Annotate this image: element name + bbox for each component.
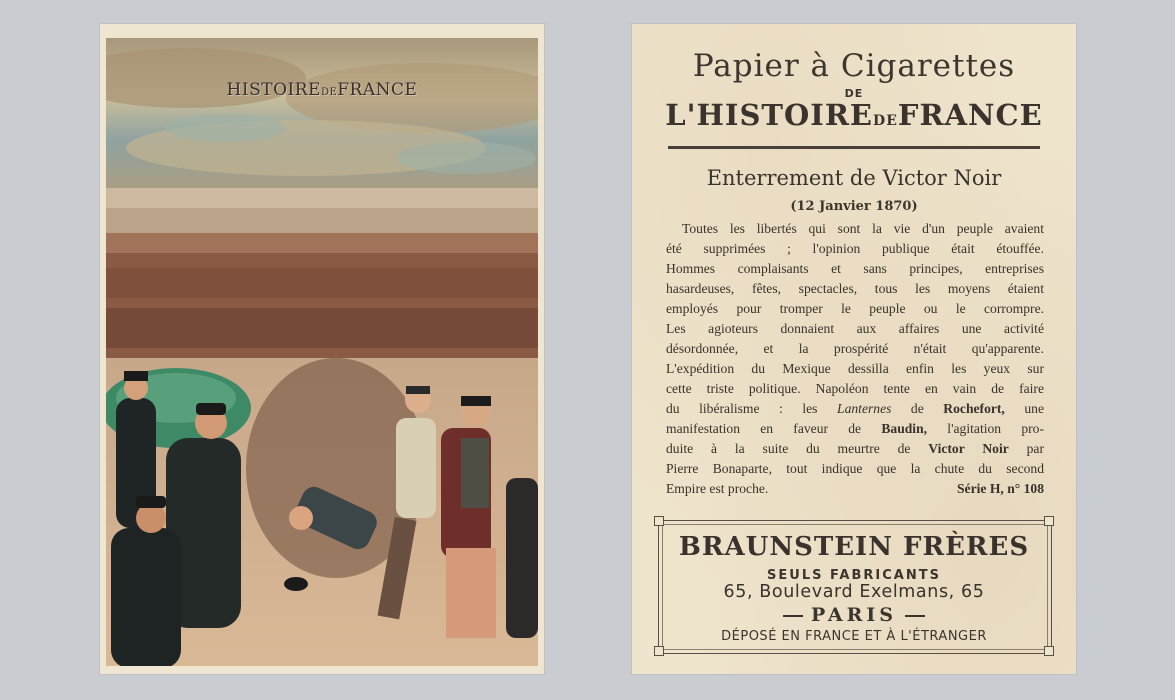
body-text: Empire est proche. bbox=[666, 481, 769, 496]
front-title-right: FRANCE bbox=[337, 80, 418, 100]
heading-histoire-right: FRANCE bbox=[897, 98, 1043, 132]
front-title-de: DE bbox=[320, 87, 338, 98]
city-dash bbox=[783, 615, 803, 617]
body-line: hasardeuses, fêtes, spectacles, tous les moyens étaient bbox=[666, 281, 1044, 296]
body-text: manifestation en faveur de bbox=[666, 421, 882, 436]
body-line bbox=[666, 399, 1044, 419]
heading-histoire-left: L'HISTOIRE bbox=[665, 98, 874, 132]
front-title bbox=[106, 80, 538, 100]
body-line: Pierre Bonaparte, tout indique que la chute du second bbox=[666, 461, 1044, 476]
city-dash bbox=[905, 615, 925, 617]
body-line: employés pour tromper le peuple ou le corrompre. bbox=[666, 301, 1044, 316]
heading-rule bbox=[668, 146, 1040, 149]
body-line: Les agioteurs donnaient aux affaires une activité bbox=[666, 321, 1044, 336]
frame-corner bbox=[1044, 516, 1054, 526]
body-line: désordonnée, et la prospérité n'était qu'apparente. bbox=[666, 341, 1044, 356]
illustration bbox=[106, 38, 538, 666]
body-text: l'agitation pro- bbox=[927, 421, 1044, 436]
heading-papier: Papier à Cigarettes bbox=[692, 48, 1016, 84]
card-date: (12 Janvier 1870) bbox=[790, 199, 918, 214]
body-text: du libéralisme : les bbox=[666, 401, 838, 416]
body-bold-baudin: Baudin, bbox=[881, 421, 928, 436]
maker-name: BRAUNSTEIN FRÈRES bbox=[678, 532, 1030, 562]
body-line: L'expédition du Mexique dessilla enfin les yeux sur bbox=[666, 361, 1044, 376]
city-name: PARIS bbox=[810, 604, 898, 626]
body-text: par bbox=[1008, 441, 1044, 456]
front-title-left: HISTOIRE bbox=[226, 80, 321, 100]
body-text: de bbox=[891, 401, 944, 416]
body-line bbox=[666, 439, 1044, 459]
frame-corner bbox=[1044, 646, 1054, 656]
body-line bbox=[666, 419, 1044, 439]
body-text: une bbox=[1004, 401, 1044, 416]
card-body-text bbox=[666, 219, 1044, 499]
body-line: cette triste politique. Napoléon tente en vain de faire bbox=[666, 381, 1044, 396]
body-text: duite à la suite du meurtre de bbox=[666, 441, 929, 456]
body-line: Hommes complaisants et sans principes, entreprises bbox=[666, 261, 1044, 276]
body-bold-rochefort: Rochefort, bbox=[943, 401, 1005, 416]
body-bold-victor-noir: Victor Noir bbox=[928, 441, 1009, 456]
heading-histoire bbox=[632, 98, 1076, 132]
maker-subtitle: SEULS FABRICANTS bbox=[767, 568, 941, 583]
front-card bbox=[100, 24, 544, 674]
body-line bbox=[666, 479, 1044, 499]
frame-corner bbox=[654, 516, 664, 526]
body-italic-lanternes: Lanternes bbox=[837, 401, 892, 416]
maker-address: 65, Boulevard Exelmans, 65 bbox=[723, 582, 985, 602]
depose-notice: DÉPOSÉ EN FRANCE ET À L'ÉTRANGER bbox=[721, 629, 987, 644]
frame-corner bbox=[654, 646, 664, 656]
back-card bbox=[632, 24, 1076, 674]
heading-de: DE bbox=[844, 87, 864, 100]
heading-histoire-de: DE bbox=[873, 113, 898, 129]
body-line: été supprimées ; l'opinion publique était étouffée. bbox=[666, 241, 1044, 256]
card-title: Enterrement de Victor Noir bbox=[706, 166, 1002, 190]
series-number: Série H, n° 108 bbox=[957, 481, 1044, 496]
crowd-scene-image bbox=[106, 38, 538, 666]
maker-city bbox=[632, 604, 1076, 626]
body-line: Toutes les libertés qui sont la vie d'un peuple avaient bbox=[682, 221, 1044, 236]
